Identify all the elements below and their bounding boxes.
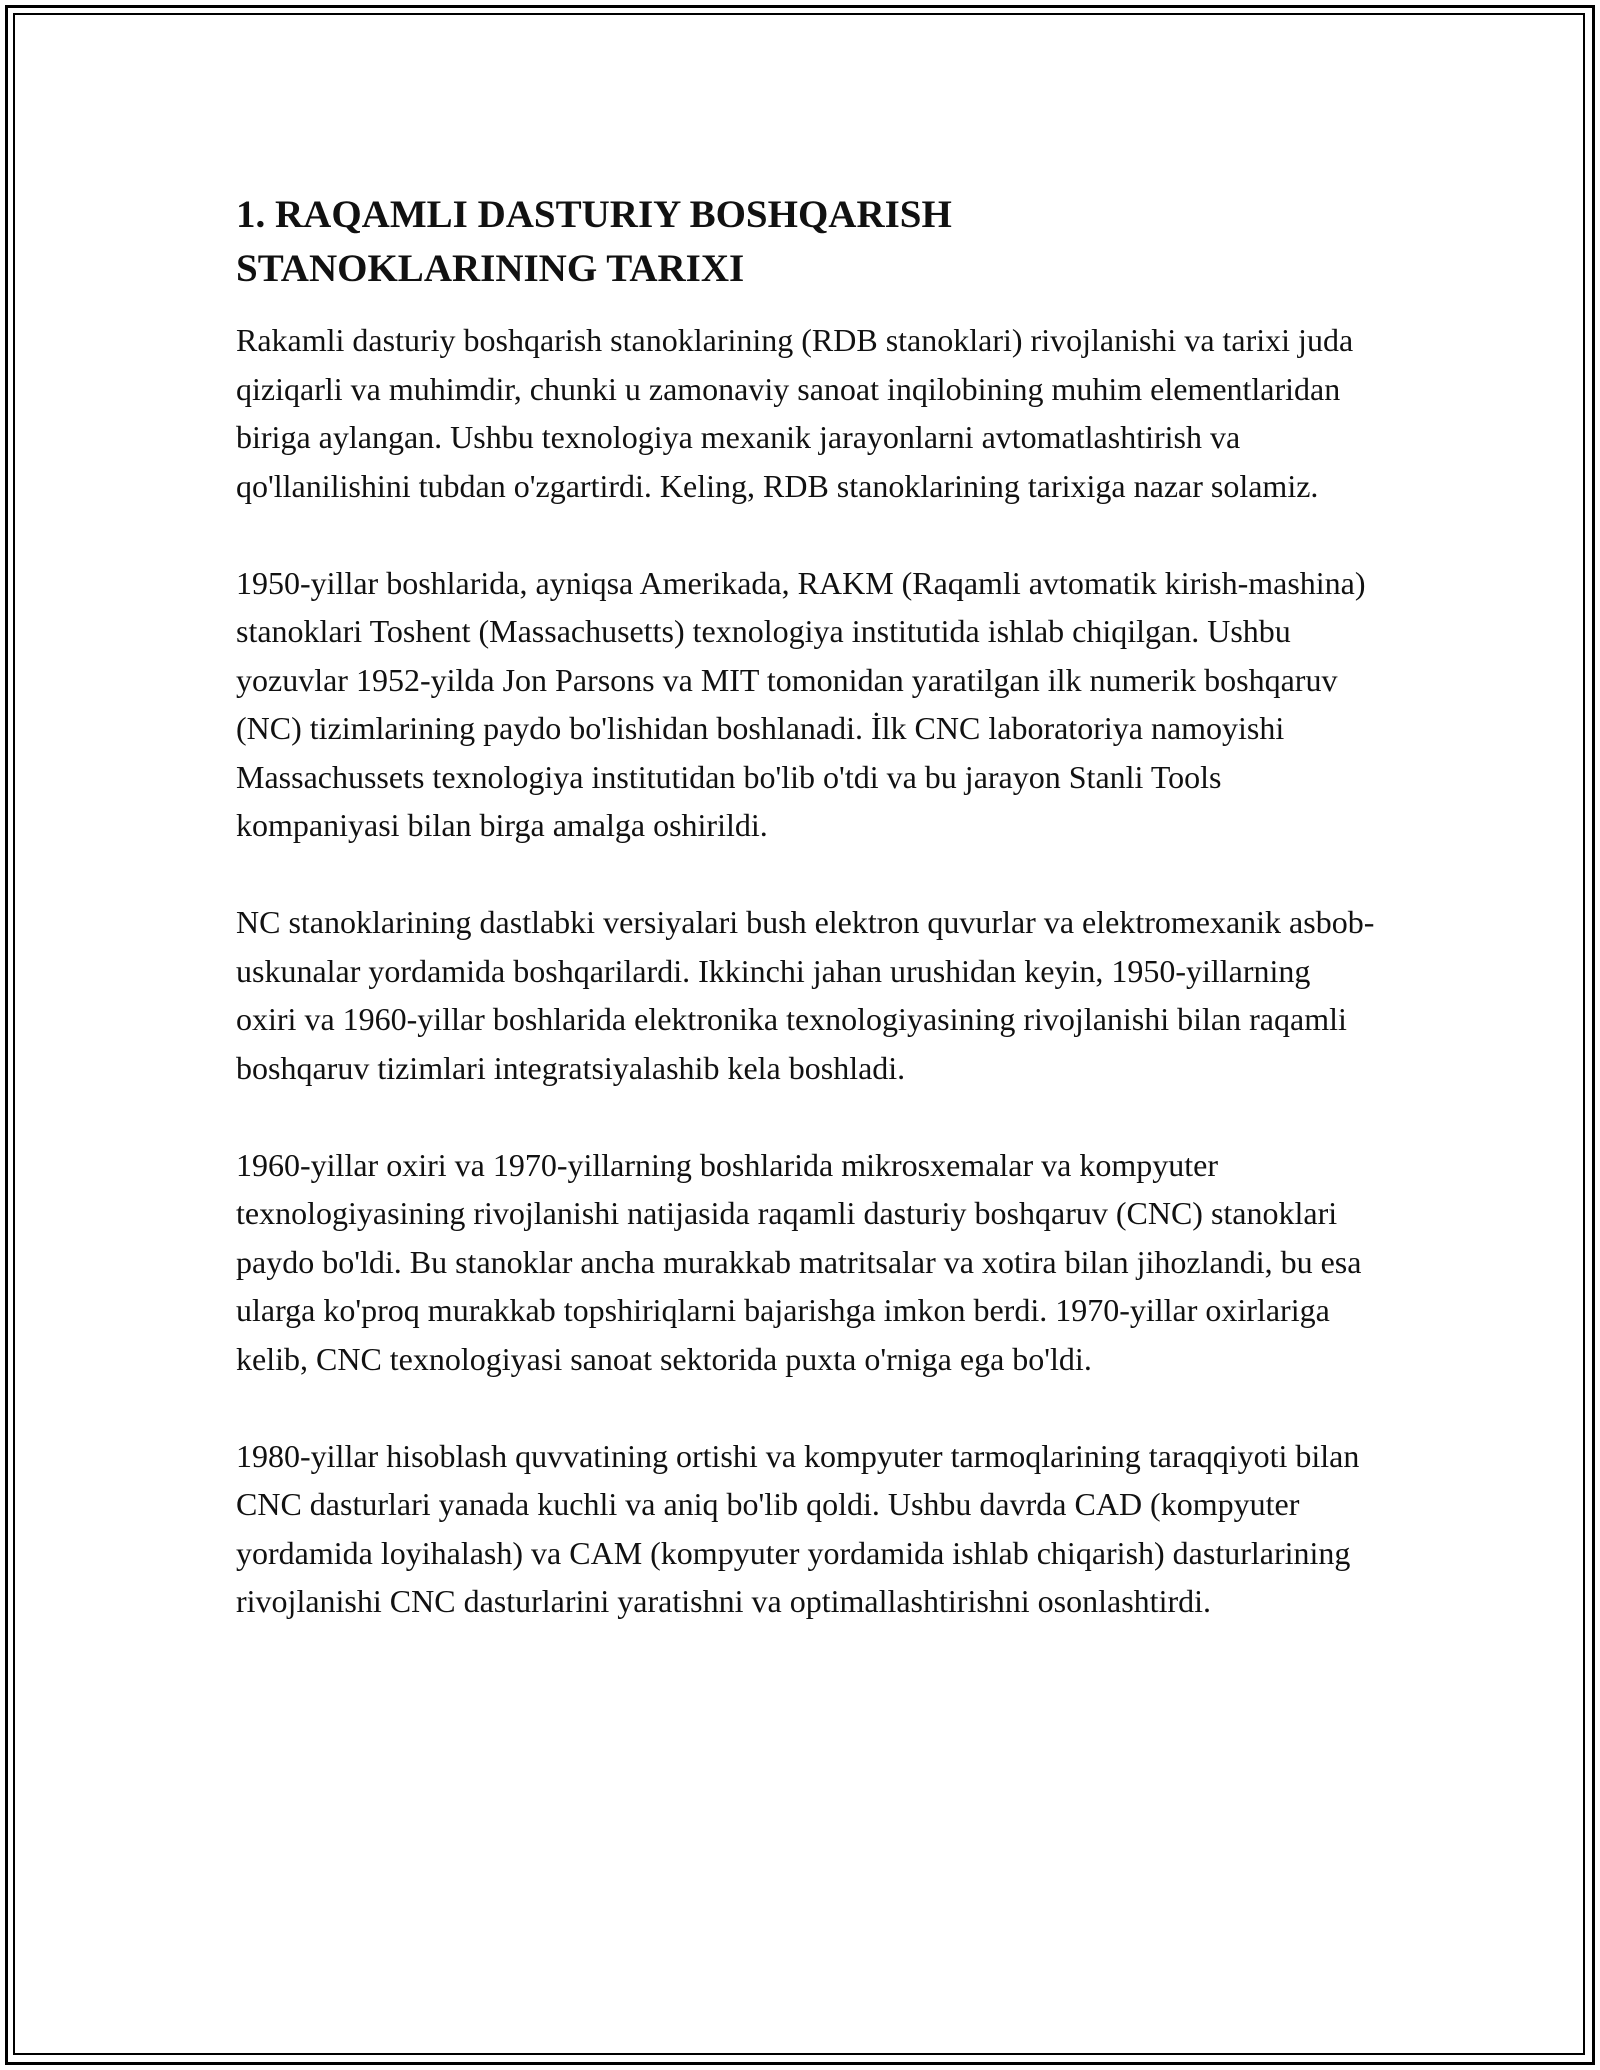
paragraph-1980s: 1980-yillar hisoblash quvvatining ortishi va kompyuter tarmoqlarining taraqqiyoti bilan CNC dasturlari yanada kuchli va aniq bo'lib qoldi. Ushbu davrda CAD (kompyuter yordamida loyihalash) va CAM (kompyuter yordamida ishlab chiqarish) dasturlarining rivojlanishi CNC dasturlarini yaratishni va optimallashtirishni osonlashtirdi. (236, 1437, 1360, 1619)
paragraph-intro: Rakamli dasturiy boshqarish stanoklarining (RDB stanoklari) rivojlanishi va tarixi juda qiziqarli va muhimdir, chunki u zamonaviy sanoat inqilobining muhim elementlaridan biriga aylangan. Ushbu texnologiya mexanik jarayonlarni avtomatlashtirish va qo'llanilishini tubdan o'zgartirdi. Keling, RDB stanoklarining tarixiga nazar solamiz. (236, 322, 1354, 504)
paragraph-1960s-1970s: 1960-yillar oxiri va 1970-yillarning boshlarida mikrosxemalar va kompyuter texnologiyasining rivojlanishi natijasida raqamli dasturiy boshqaruv (CNC) stanoklari paydo bo'ldi. Bu stanoklar ancha murakkab matritsalar va xotira bilan jihozlandi, bu esa ularga ko'proq murakkab topshiriqlarni bajarishga imkon berdi. 1970-yillar oxirlariga kelib, CNC texnologiyasi sanoat sektorida puxta o'rniga ega bo'ldi. (236, 1146, 1362, 1377)
document-title: 1. RAQAMLI DASTURIY BOSHQARISH STANOKLARINING TARIXI (236, 193, 952, 290)
paragraph-nc-early: NC stanoklarining dastlabki versiyalari bush elektron quvurlar va elektromexanik asbob-uskunalar yordamida boshqarilardi. Ikkinchi jahan urushidan keyin, 1950-yillarning oxiri va 1960-yillar boshlarida elektronika texnologiyasining rivojlanishi bilan raqamli boshqaruv tizimlari integratsiyalashib kela boshladi. (236, 904, 1375, 1086)
paragraph-1950s: 1950-yillar boshlarida, ayniqsa Amerikada, RAKM (Raqamli avtomatik kirish-mashina) stanoklari Toshent (Massachusetts) texnologiya institutida ishlab chiqilgan. Ushbu yozuvlar 1952-yilda Jon Parsons va MIT tomonidan yaratilgan ilk numerik boshqaruv (NC) tizimlarining paydo bo'lishidan boshlanadi. İlk CNC laboratoriya namoyishi Massachussets texnologiya institutidan bo'lib o'tdi va bu jarayon Stanli Tools kompaniyasi bilan birga amalga oshirildi. (236, 564, 1366, 843)
document-body (236, 188, 1376, 1674)
